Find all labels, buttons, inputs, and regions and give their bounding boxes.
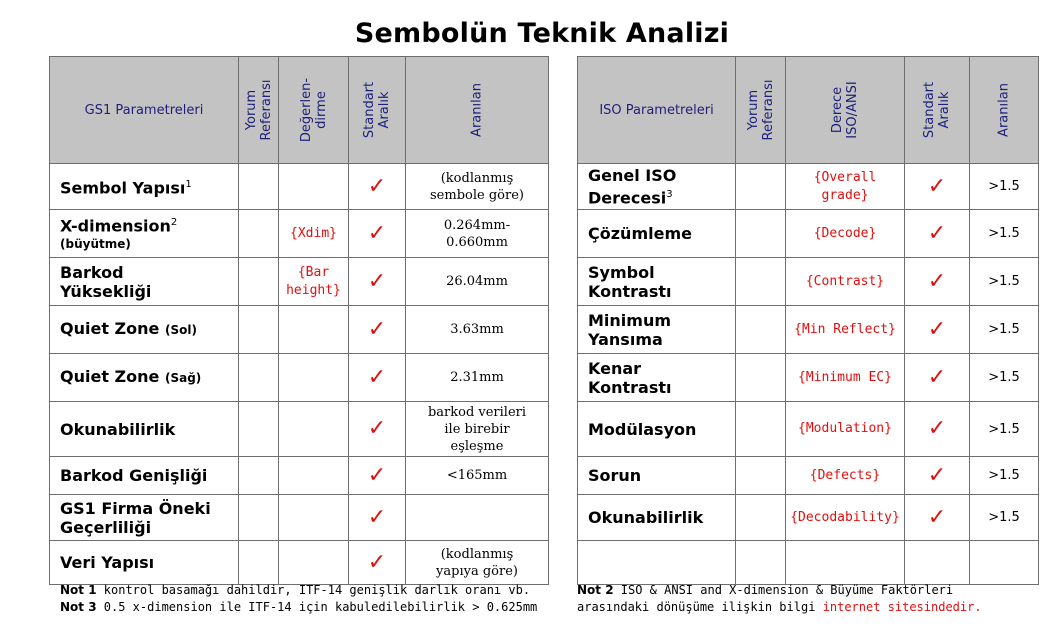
check-icon: ✓ xyxy=(349,495,406,541)
comment-ref-cell xyxy=(736,210,786,258)
param-name: Okunabilirlik xyxy=(578,495,736,541)
table-header-row xyxy=(578,57,1039,164)
sought-value xyxy=(970,541,1039,585)
header-sought: Aranılan xyxy=(406,57,549,164)
header-comment-ref: Yorum Referansı xyxy=(239,57,279,164)
evaluation-cell xyxy=(279,495,349,541)
check-cell xyxy=(905,541,970,585)
param-name xyxy=(578,541,736,585)
param-name: Symbol Kontrastı xyxy=(578,258,736,306)
sought-value: >1.5 xyxy=(970,457,1039,495)
sought-value: >1.5 xyxy=(970,258,1039,306)
table-row xyxy=(578,210,1039,258)
table-row xyxy=(578,457,1039,495)
check-icon: ✓ xyxy=(349,306,406,354)
param-name: Minimum Yansıma xyxy=(578,306,736,354)
page-title: Sembolün Teknik Analizi xyxy=(354,18,730,49)
grade-cell: {Minimum EC} xyxy=(786,354,905,402)
param-name: X-dimension$^2$ (büyütme) xyxy=(50,210,239,258)
sought-value: 0.264mm- 0.660mm xyxy=(406,210,549,258)
header-sought: Aranılan xyxy=(970,57,1039,164)
sought-value: >1.5 xyxy=(970,354,1039,402)
param-name: Okunabilirlik xyxy=(50,402,239,457)
comment-ref-cell xyxy=(736,306,786,354)
check-icon: ✓ xyxy=(905,306,970,354)
comment-ref-cell xyxy=(736,164,786,210)
header-iso-parameters: ISO Parametreleri xyxy=(578,57,736,164)
check-icon: ✓ xyxy=(905,354,970,402)
evaluation-cell xyxy=(279,457,349,495)
param-name: Quiet Zone (Sol) xyxy=(50,306,239,354)
footnote-right xyxy=(577,582,982,616)
check-icon: ✓ xyxy=(905,210,970,258)
grade-cell xyxy=(786,541,905,585)
evaluation-cell: {Bar height} xyxy=(279,258,349,306)
table-row xyxy=(50,258,549,306)
evaluation-cell xyxy=(279,541,349,585)
sought-value: 26.04mm xyxy=(406,258,549,306)
param-name: Quiet Zone (Sağ) xyxy=(50,354,239,402)
sought-value: 2.31mm xyxy=(406,354,549,402)
check-icon: ✓ xyxy=(349,210,406,258)
param-name: Modülasyon xyxy=(578,402,736,457)
table-row xyxy=(50,495,549,541)
comment-ref-cell xyxy=(239,541,279,585)
grade-cell: {Contrast} xyxy=(786,258,905,306)
header-grade: Derece ISO/ANSI xyxy=(786,57,905,164)
footnote-left xyxy=(60,582,537,616)
sought-value: >1.5 xyxy=(970,164,1039,210)
comment-ref-cell xyxy=(239,495,279,541)
evaluation-cell xyxy=(279,402,349,457)
evaluation-cell: {Xdim} xyxy=(279,210,349,258)
param-name: Çözümleme xyxy=(578,210,736,258)
header-gs1-parameters: GS1 Parametreleri xyxy=(50,57,239,164)
comment-ref-cell xyxy=(239,210,279,258)
param-name: Sorun xyxy=(578,457,736,495)
param-name: Barkod Yüksekliği xyxy=(50,258,239,306)
table-row xyxy=(50,402,549,457)
param-name: GS1 Firma Öneki Geçerliliği xyxy=(50,495,239,541)
param-name: Genel ISO Derecesi$^3$ xyxy=(578,164,736,210)
table-row xyxy=(578,258,1039,306)
sought-value: (kodlanmış sembole göre) xyxy=(406,164,549,210)
check-icon: ✓ xyxy=(349,354,406,402)
grade-cell: {Overall grade} xyxy=(786,164,905,210)
evaluation-cell xyxy=(279,354,349,402)
comment-ref-cell xyxy=(239,457,279,495)
table-row xyxy=(578,402,1039,457)
table-row xyxy=(578,495,1039,541)
table-row xyxy=(578,354,1039,402)
table-row xyxy=(50,541,549,585)
comment-ref-cell xyxy=(736,457,786,495)
check-icon: ✓ xyxy=(349,541,406,585)
comment-ref-cell xyxy=(239,164,279,210)
check-icon: ✓ xyxy=(905,164,970,210)
sought-value xyxy=(406,495,549,541)
sought-value: barkod verileri ile birebir eşleşme xyxy=(406,402,549,457)
table-row xyxy=(50,457,549,495)
evaluation-cell xyxy=(279,164,349,210)
sought-value: (kodlanmış yapıya göre) xyxy=(406,541,549,585)
comment-ref-cell xyxy=(239,306,279,354)
table-row xyxy=(578,306,1039,354)
grade-cell: {Decode} xyxy=(786,210,905,258)
comment-ref-cell xyxy=(239,354,279,402)
note-2: Not 2 ISO & ANSI and X-dimension & Büyüme Faktörleri xyxy=(577,583,954,597)
sought-value: >1.5 xyxy=(970,402,1039,457)
check-icon: ✓ xyxy=(905,258,970,306)
gs1-parameters-table xyxy=(49,56,549,585)
grade-cell: {Decodability} xyxy=(786,495,905,541)
header-standard-range: Standart Aralık xyxy=(905,57,970,164)
grade-cell: {Min Reflect} xyxy=(786,306,905,354)
comment-ref-cell xyxy=(736,402,786,457)
note-3: Not 3 0.5 x-dimension ile ITF-14 için kabuledilebilirlik > 0.625mm xyxy=(60,600,538,614)
check-icon: ✓ xyxy=(349,164,406,210)
grade-cell: {Modulation} xyxy=(786,402,905,457)
table-row xyxy=(50,354,549,402)
param-name: Sembol Yapısı$^1$ xyxy=(50,164,239,210)
note-1: Not 1 kontrol basamağı dahildir, ITF-14 genişlik darlık oranı vb. xyxy=(60,583,531,597)
comment-ref-cell xyxy=(736,495,786,541)
table-row xyxy=(50,210,549,258)
sought-value: 3.63mm xyxy=(406,306,549,354)
sought-value: >1.5 xyxy=(970,210,1039,258)
comment-ref-cell xyxy=(239,258,279,306)
table-row xyxy=(50,164,549,210)
table-row xyxy=(578,541,1039,585)
iso-parameters-table xyxy=(577,56,1039,585)
header-comment-ref: Yorum Referansı xyxy=(736,57,786,164)
check-icon: ✓ xyxy=(905,402,970,457)
comment-ref-cell xyxy=(239,402,279,457)
header-evaluation: Değerlen- dirme xyxy=(279,57,349,164)
evaluation-cell xyxy=(279,306,349,354)
check-icon: ✓ xyxy=(905,457,970,495)
check-icon: ✓ xyxy=(349,457,406,495)
comment-ref-cell xyxy=(736,541,786,585)
check-icon: ✓ xyxy=(905,495,970,541)
check-icon: ✓ xyxy=(349,402,406,457)
sought-value: <165mm xyxy=(406,457,549,495)
comment-ref-cell xyxy=(736,354,786,402)
check-icon: ✓ xyxy=(349,258,406,306)
table-row xyxy=(50,306,549,354)
table-row xyxy=(578,164,1039,210)
table-header-row xyxy=(50,57,549,164)
param-name: Kenar Kontrastı xyxy=(578,354,736,402)
website-link[interactable]: internet sitesindedir. xyxy=(822,600,982,614)
note-2-line-2: arasındaki dönüşüme ilişkin bilgi internet sitesindedir. xyxy=(577,600,982,614)
sought-value: >1.5 xyxy=(970,306,1039,354)
header-standard-range: Standart Aralık xyxy=(349,57,406,164)
param-name: Veri Yapısı xyxy=(50,541,239,585)
comment-ref-cell xyxy=(736,258,786,306)
sought-value: >1.5 xyxy=(970,495,1039,541)
grade-cell: {Defects} xyxy=(786,457,905,495)
param-name: Barkod Genişliği xyxy=(50,457,239,495)
